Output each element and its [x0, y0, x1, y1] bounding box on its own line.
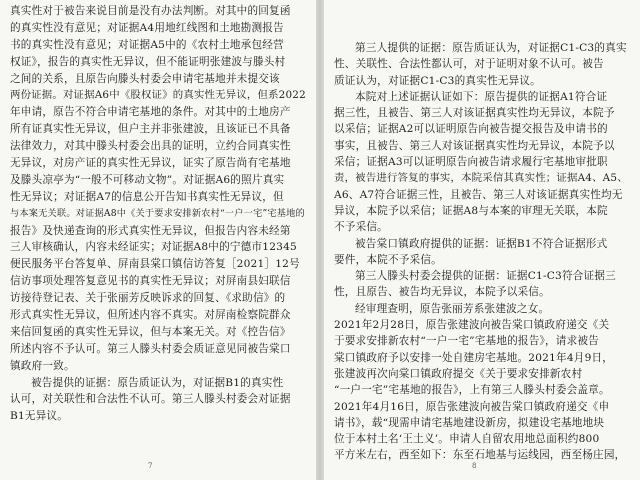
text-line: 书的真实性没有意见；对证据A5中的《农村土地承包经营	[10, 38, 284, 51]
text-line: 质证认为，对证据C1-C3的真实性无异议。	[334, 74, 541, 87]
text-line: 张建波再次向棠口镇政府提交《关于要求安排新农村	[334, 367, 583, 380]
text-line: 棠口镇政府予以安排一处自建房宅基地。2021年4月9日，	[334, 351, 614, 364]
right-page	[324, 0, 640, 480]
text-line: 便民服务平台答复单、屏南县棠口镇信访答复［2021］12号	[10, 258, 300, 271]
text-line: 及滕头凉亭为“一般不可移动文物”。对证据A6的照片真实	[10, 173, 285, 186]
text-line: 无异议，对房产证的真实性无异议，证实了原告尚有宅基地	[10, 157, 291, 170]
text-line: 之间的关系，且原告向滕头村委会申请宅基地并未提交该	[10, 72, 280, 85]
text-line: 据三性，且被告、第三人对该证据真实性均无异议，本院予	[334, 107, 615, 120]
text-line: 两份证据。对证据A6中《股权证》的真实性无异议，但系2022	[10, 89, 306, 102]
text-line: 来信回复函的真实性无异议，但与本案无关。对《控告信》	[10, 325, 291, 338]
text-line: B1无异议。	[10, 410, 69, 423]
text-line: 本院对上述证据认证如下：原告提供的证据A1符合证	[355, 90, 608, 103]
text-line: 被告棠口镇政府提供的证据：证据B1不符合证据形式	[355, 237, 608, 250]
text-line: 于要求安排新农村“一户一宅”宅基地的报告》，请求被告	[334, 335, 599, 348]
text-line: 责，被告进行答复的事实，本院采信其真实性；证据A4、A5、	[334, 172, 628, 185]
text-line: 不予采信。	[334, 221, 388, 234]
text-line: 报告》及快递查询的形式真实性无异议，但报告内容未经第	[10, 224, 291, 237]
text-line: 要件，本院不予采信。	[334, 253, 442, 266]
text-line: 请书》，载“现需申请宅基地建设新房，拟建设宅基地地块	[334, 416, 605, 429]
text-line: 2021年4月16日，原告张建波向被告棠口镇政府递交《申	[334, 400, 610, 413]
text-line: 以采信；证据A2可以证明原告向被告提交报告及申请书的	[334, 123, 608, 136]
text-line: A6、A7符合证据三性，且被告、第三人对该证据真实性均无	[334, 188, 623, 201]
text-line: 认可，对关联性和合法性不认可。第三人滕头村委会对证据	[10, 393, 291, 406]
text-line: 三人审核确认，内容未经证实；对证据A8中的宁德市12345	[10, 241, 297, 254]
text-line: 性，且原告、被告均无异议，本院予以采信。	[334, 286, 550, 299]
text-line: 性无异议；对证据A7的信息公开告知书真实性无异议，但	[10, 190, 284, 203]
text-line: “一户一宅”宅基地的报告》，上有第三人滕头村委会盖章。	[334, 384, 610, 397]
page-number: 7	[148, 462, 153, 470]
text-line: 经审理查明，原告张丽芳系张建波之女。	[355, 302, 550, 315]
text-line: 真实性对于被告来说目前是没有办法判断。对其中的回复函	[10, 5, 291, 17]
text-line: 2021年2月28日，原告张建波向被告棠口镇政府递交《关	[334, 319, 610, 332]
text-line: 镇政府一致。	[10, 359, 75, 372]
text-line: 形式真实性无异议，但所述内容不真实。对屏南检察院群众	[10, 309, 291, 322]
text-line: 的真实性没有意见；对证据A4用地红线图和土地勘测报告	[10, 21, 284, 34]
text-line: 第三人提供的证据：原告质证认为，对证据C1-C3的真实	[355, 42, 627, 54]
text-line: 访接待登记表、关于张丽芳反映诉求的回复、《求助信》的	[10, 292, 286, 305]
text-line: 信访事项处理答复意见书的真实性无异议；对屏南县妇联信	[10, 275, 291, 288]
text-line: 平方米左右，西至如下：东至石地基与运线园，西至杨庄园，	[334, 449, 626, 462]
text-line: 性、关联性、合法性都认可，对于证明对象不认可。被告	[334, 58, 604, 71]
text-line: 与本案无关联。对证据A8中《关于要求安排新农村“一户一宅”宅基地的	[10, 207, 305, 219]
text-line: 所述内容不予认可。第三人滕头村委会质证意见同被告棠口	[10, 342, 291, 355]
left-page	[0, 0, 316, 480]
text-line: 事实，且被告、第三人对该证据真实性均无异议，本院予以	[334, 139, 615, 152]
text-line: 年申请，原告不符合申请宅基地的条件。对其中的土地房产	[10, 106, 291, 119]
text-line: 第三人滕头村委会提供的证据：证据C1-C3符合证据三	[355, 270, 616, 283]
text-line: 采信；证据A3可以证明原告向被告请求履行宅基地审批职	[334, 156, 608, 169]
text-line: 异议，本院予以采信；证据A8与本案的审理无关联，本院	[334, 204, 608, 217]
text-line: 被告提供的证据：原告质证认为，对证据B1的真实性	[31, 376, 284, 389]
text-line: 位于本村土名‘王土义’。申请人自留农用地总面积约800	[334, 433, 600, 446]
text-line: 法律效力，对其中滕头村委会出具的证明，立约合同真实性	[10, 140, 291, 153]
book-gutter	[316, 0, 324, 480]
text-line: 权证》，报告的真实性无异议，但不能证明张建波与滕头村	[10, 55, 286, 68]
text-line: 所有证真实性无异议，但户主并非张建波，且该证已不具备	[10, 123, 291, 136]
page-number: 8	[472, 462, 477, 470]
